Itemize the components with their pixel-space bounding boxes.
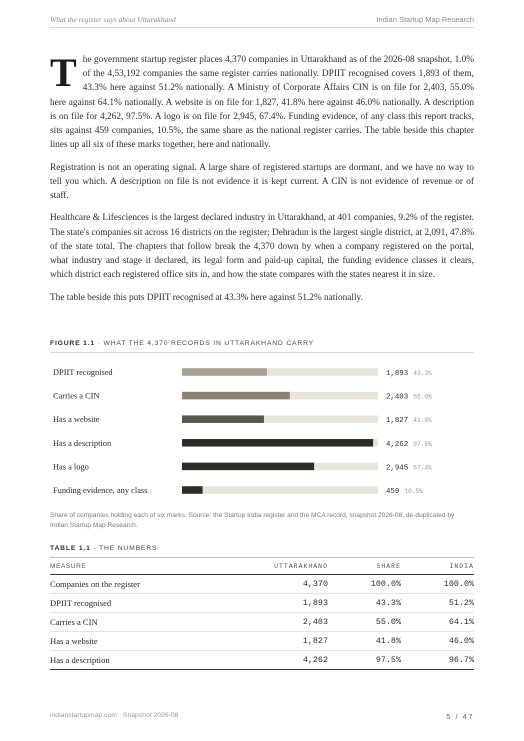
table-label: TABLE 1.1 · THE NUMBERS: [50, 545, 158, 552]
col-state: UTTARAKHAND: [230, 558, 328, 575]
bar-category-label: Funding evidence, any class: [53, 486, 148, 495]
bar: [182, 392, 290, 400]
cell-share: 43.3%: [328, 594, 401, 613]
table-row: [50, 632, 474, 651]
bar-track: [182, 486, 378, 494]
cell-state: 2,403: [230, 613, 328, 632]
cell-india: 46.0%: [401, 632, 474, 651]
table-header-row: [50, 558, 474, 575]
col-share: SHARE: [328, 558, 401, 575]
numbers-table: [50, 557, 474, 670]
bar-value-label: 459: [386, 488, 400, 496]
header-rule: [50, 27, 474, 28]
paragraph-3: Healthcare & Lifesciences is the largest declared industry in Uttarakhand, at 401 companies, 9.2% of the register. The state's companies sit across 16 districts on the register; Dehradun is the largest single district, at 2,091, 47.8% of the state total. The chapters that follow break the 4,370 down by when a company registered on the portal, what industry and stage it declared, its legal form and paid-up capital, the funding evidence classes it clears, which district each registered office sits in, and how the state compares with the states nearest it in size.: [50, 213, 474, 281]
cell-measure: Has a description: [50, 651, 230, 670]
bar-category-label: Has a description: [53, 438, 112, 448]
paragraph-1-text: he government startup register places 4,370 companies in Uttarakhand as of the 2026-08 snapshot, 1.0% of the 4,53,192 companies the same register carries nationally. DPIIT recognised covers 1,893 of them, 43.3% here against 51.2% nationally. A Ministry of Corporate Affairs CIN is on file for 2,403, 55.0% here against 64.1% nationally. A website is on file for 1,827, 41.8% here against 46.0% nationally. A description is on file for 4,262, 97.5%. A logo is on file for 2,945, 67.4%. Funding evidence, of any class this report tracks, sits against 459 companies, 10.5%, the same share as the national register carries. The table beside this chapter lines up all six of these marks together, here and nationally.: [50, 55, 474, 151]
paragraph-4: The table beside this puts DPIIT recognised at 43.3% here against 51.2% nationally.: [50, 292, 363, 303]
bar: [182, 415, 264, 423]
table-row: [50, 594, 474, 613]
bar-category-label: Has a website: [53, 415, 100, 425]
table-title: THE NUMBERS: [99, 545, 158, 552]
cell-measure: DPIIT recognised: [50, 594, 230, 613]
cell-share: 97.5%: [328, 651, 401, 670]
bar-percent-label: 55.0%: [413, 393, 432, 401]
cell-state: 1,893: [230, 594, 328, 613]
running-title: What the register says about Uttarakhand: [50, 15, 176, 24]
page-number: 5 / 47: [446, 712, 474, 721]
bar-value-label: 2,403: [386, 393, 409, 402]
footer-source: indianstartupmap.com · Snapshot 2026-08: [50, 712, 179, 719]
drop-cap: T: [50, 50, 77, 95]
running-header: [50, 15, 474, 24]
bar-value-label: 1,827: [386, 417, 409, 426]
figure-number: FIGURE 1.1: [50, 340, 96, 347]
bar-value-label: 1,893: [386, 370, 409, 378]
col-measure: MEASURE: [50, 558, 230, 575]
bar: [182, 439, 373, 447]
table-row: [50, 575, 474, 594]
cell-measure: Companies on the register: [50, 575, 230, 594]
page-footer: [50, 712, 474, 721]
bar-percent-label: 67.4%: [413, 464, 432, 472]
paragraph-1: [50, 50, 474, 152]
report-name: Indian Startup Map Research: [376, 15, 474, 24]
col-india: INDIA: [401, 558, 474, 575]
figure-caption: Share of companies holding each of six marks. Source: the Startup India register and the MCA record, snapshot 2026-08, de-duplicated by Indian Startup Map Research.: [50, 512, 455, 530]
paragraph-2: Registration is not an operating signal. A large share of registered startups are dormant, and we have no way to tell you which. A description on file is not evidence it is kept current. A CIN is not evidence of revenue or of staff.: [50, 162, 474, 202]
cell-measure: Has a website: [50, 632, 230, 651]
bar-category-label: Has a logo: [53, 462, 89, 472]
bar-category-label: Carries a CIN: [53, 391, 100, 401]
marks-bar-chart: [50, 358, 474, 504]
cell-share: 55.0%: [328, 613, 401, 632]
table-number: TABLE 1.1: [50, 545, 91, 552]
bar: [182, 486, 203, 494]
cell-state: 1,827: [230, 632, 328, 651]
bar: [182, 368, 267, 376]
bar-value-label: 4,262: [386, 440, 409, 449]
table-row: [50, 651, 474, 670]
bar-percent-label: 10.5%: [404, 488, 423, 495]
cell-share: 100.0%: [328, 575, 401, 594]
cell-measure: Carries a CIN: [50, 613, 230, 632]
figure-title: WHAT THE 4,370 RECORDS IN UTTARAKHAND CARRY: [103, 340, 314, 347]
cell-state: 4,262: [230, 651, 328, 670]
table-row: [50, 613, 474, 632]
bar-percent-label: 43.3%: [413, 370, 432, 377]
bar-value-label: 2,945: [386, 464, 409, 473]
chapter-body: [50, 50, 474, 313]
bar-percent-label: 41.8%: [413, 417, 432, 425]
bar-category-label: DPIIT recognised: [53, 368, 113, 377]
cell-share: 41.8%: [328, 632, 401, 651]
cell-india: 51.2%: [401, 594, 474, 613]
cell-india: 96.7%: [401, 651, 474, 670]
figure-rule: [50, 352, 474, 353]
figure-label: FIGURE 1.1 · WHAT THE 4,370 RECORDS IN UTTARAKHAND CARRY: [50, 340, 314, 347]
bar: [182, 463, 314, 471]
cell-india: 100.0%: [401, 575, 474, 594]
bar-percent-label: 97.5%: [413, 440, 432, 448]
cell-india: 64.1%: [401, 613, 474, 632]
cell-state: 4,370: [230, 575, 328, 594]
